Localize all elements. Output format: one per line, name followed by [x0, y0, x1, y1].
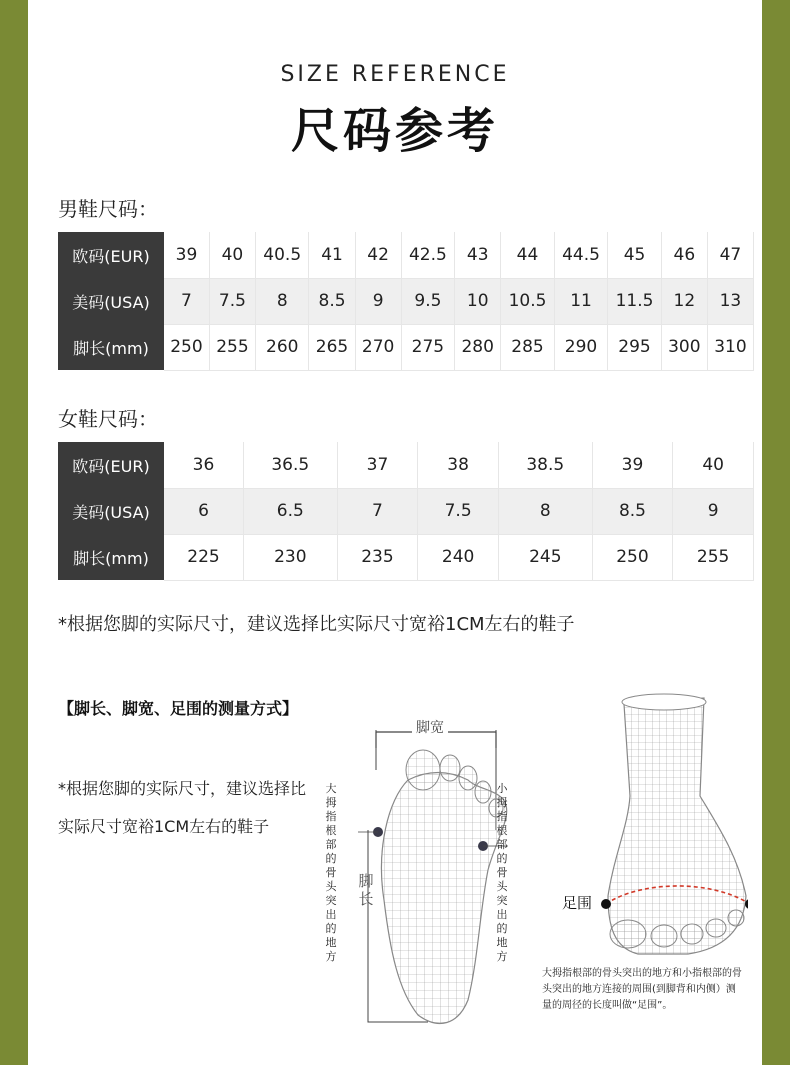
men-size-cell: 40.5 [255, 232, 309, 278]
men-size-cell: 10 [455, 278, 501, 324]
men-size-cell: 13 [707, 278, 753, 324]
women-size-cell: 225 [164, 534, 243, 580]
women-size-cell: 38.5 [498, 442, 592, 488]
men-size-cell: 11.5 [608, 278, 662, 324]
women-size-cell: 250 [592, 534, 673, 580]
men-size-cell: 295 [608, 324, 662, 370]
men-size-row-header: 脚长(mm) [58, 324, 164, 370]
title-chinese: 尺码参考 [290, 103, 499, 159]
men-size-cell: 45 [608, 232, 662, 278]
women-size-row-header: 美码(USA) [58, 488, 164, 534]
men-size-cell: 250 [164, 324, 209, 370]
men-size-cell: 39 [164, 232, 209, 278]
big-toe-joint-label: 大拇指根部的骨头突出的地方 [325, 782, 337, 963]
men-size-row-header: 美码(USA) [58, 278, 164, 324]
women-size-cell: 240 [418, 534, 499, 580]
women-size-cell: 37 [337, 442, 418, 488]
men-size-cell: 7.5 [209, 278, 255, 324]
women-size-row-header: 脚长(mm) [58, 534, 164, 580]
men-size-label: 男鞋尺码： [58, 197, 158, 221]
women-size-label: 女鞋尺码： [58, 407, 158, 431]
women-size-cell: 8.5 [592, 488, 673, 534]
girth-caption: 大拇指根部的骨头突出的地方和小指根部的骨头突出的地方连接的周围(到脚背和内侧）测量的周径的长度叫做“足围”。 [542, 968, 742, 1011]
men-size-cell: 260 [255, 324, 309, 370]
men-size-cell: 12 [661, 278, 707, 324]
men-size-table [58, 232, 754, 371]
women-size-table [58, 442, 754, 581]
women-size-row [58, 442, 754, 488]
men-size-cell: 9.5 [401, 278, 455, 324]
foot-width-label: 脚宽 [412, 717, 448, 737]
men-size-cell: 10.5 [501, 278, 555, 324]
women-size-cell: 6.5 [243, 488, 337, 534]
men-size-cell: 47 [707, 232, 753, 278]
men-size-row [58, 232, 754, 278]
foot-girth-diagram [568, 686, 748, 966]
women-size-cell: 38 [418, 442, 499, 488]
page [28, 0, 762, 1065]
women-size-cell: 230 [243, 534, 337, 580]
men-size-cell: 265 [309, 324, 355, 370]
men-size-cell: 8.5 [309, 278, 355, 324]
men-size-cell: 41 [309, 232, 355, 278]
women-size-cell: 36 [164, 442, 243, 488]
foot-length-label: 脚长 [358, 872, 374, 908]
men-size-cell: 285 [501, 324, 555, 370]
men-size-cell: 300 [661, 324, 707, 370]
men-size-cell: 290 [554, 324, 608, 370]
men-size-row [58, 324, 754, 370]
men-size-cell: 42.5 [401, 232, 455, 278]
measure-text: *根据您脚的实际尺寸，建议选择比实际尺寸宽裕1CM左右的鞋子 [58, 779, 307, 836]
women-size-cell: 8 [498, 488, 592, 534]
little-toe-joint-label: 小拇指根部的骨头突出的地方 [496, 782, 508, 963]
men-size-cell: 46 [661, 232, 707, 278]
men-size-cell: 40 [209, 232, 255, 278]
men-size-cell: 8 [255, 278, 309, 324]
girth-label: 足围 [562, 894, 593, 912]
women-size-cell: 235 [337, 534, 418, 580]
women-size-cell: 6 [164, 488, 243, 534]
women-size-cell: 9 [673, 488, 754, 534]
women-size-row [58, 488, 754, 534]
men-size-cell: 44.5 [554, 232, 608, 278]
men-size-row-header: 欧码(EUR) [58, 232, 164, 278]
women-size-cell: 7 [337, 488, 418, 534]
men-size-cell: 275 [401, 324, 455, 370]
size-note: *根据您脚的实际尺寸，建议选择比实际尺寸宽裕1CM左右的鞋子 [58, 614, 575, 635]
men-size-cell: 255 [209, 324, 255, 370]
men-size-cell: 270 [355, 324, 401, 370]
women-size-cell: 40 [673, 442, 754, 488]
title-english: SIZE REFERENCE [280, 62, 510, 87]
men-size-cell: 9 [355, 278, 401, 324]
men-size-cell: 280 [455, 324, 501, 370]
men-size-cell: 310 [707, 324, 753, 370]
women-size-cell: 36.5 [243, 442, 337, 488]
women-size-row [58, 534, 754, 580]
men-size-cell: 43 [455, 232, 501, 278]
measure-title: 【脚长、脚宽、足围的测量方式】 [58, 699, 299, 718]
men-size-cell: 42 [355, 232, 401, 278]
women-size-cell: 245 [498, 534, 592, 580]
men-size-row [58, 278, 754, 324]
men-size-cell: 44 [501, 232, 555, 278]
women-size-cell: 7.5 [418, 488, 499, 534]
men-size-cell: 7 [164, 278, 209, 324]
women-size-cell: 255 [673, 534, 754, 580]
women-size-cell: 39 [592, 442, 673, 488]
men-size-cell: 11 [554, 278, 608, 324]
women-size-row-header: 欧码(EUR) [58, 442, 164, 488]
